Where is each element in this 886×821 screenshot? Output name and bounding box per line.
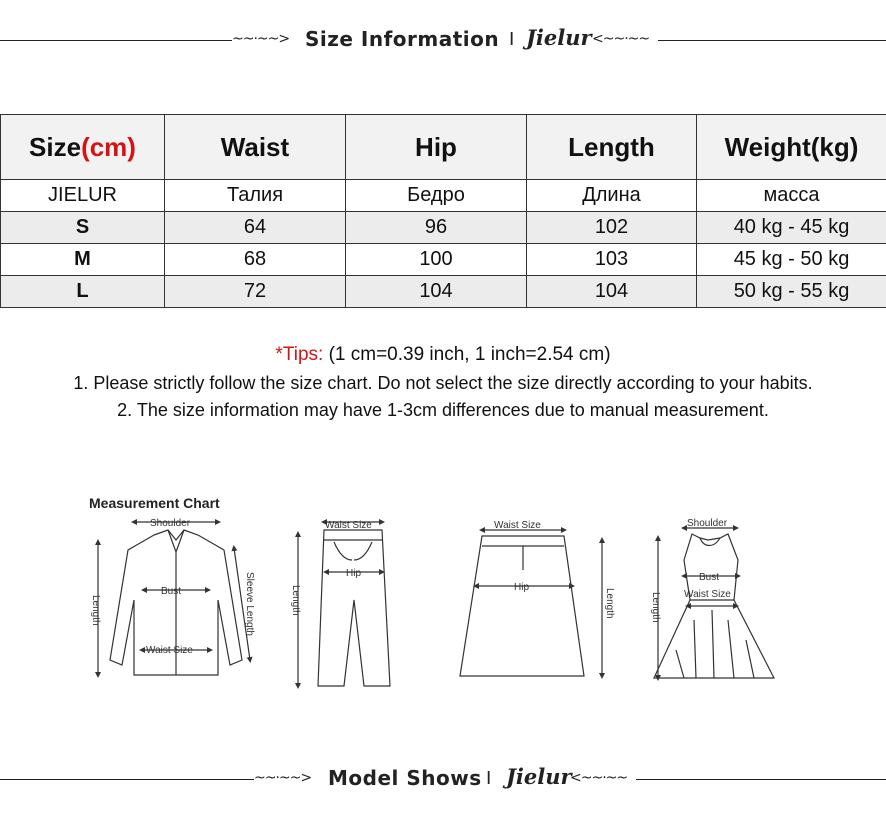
table-row bbox=[1, 244, 886, 276]
header-weight: Weight(kg) bbox=[697, 115, 886, 180]
banner-ornament-left: ~~⋅~~> bbox=[232, 31, 290, 47]
weight-cell: 50 kg - 55 kg bbox=[697, 276, 886, 308]
dress-waist-label: Waist Size bbox=[684, 589, 731, 600]
banner-rule-left bbox=[0, 40, 232, 41]
subheader-cell: Талия bbox=[165, 180, 346, 212]
dress-shoulder-label: Shoulder bbox=[687, 518, 728, 529]
weight-cell: 40 kg - 45 kg bbox=[697, 212, 886, 244]
tips-conversion bbox=[0, 344, 886, 366]
table-subheader-row bbox=[1, 180, 886, 212]
header-hip: Hip bbox=[346, 115, 527, 180]
table-header-row bbox=[1, 115, 886, 180]
table-row bbox=[1, 212, 886, 244]
size-table bbox=[0, 114, 886, 308]
hip-cell: 96 bbox=[346, 212, 527, 244]
tips-label: *Tips: bbox=[275, 344, 324, 365]
tips-line-1: 1. Please strictly follow the size chart. Do not select the size directly according to your habits. bbox=[73, 373, 813, 393]
length-cell: 102 bbox=[527, 212, 697, 244]
tips-conversion-text: (1 cm=0.39 inch, 1 inch=2.54 cm) bbox=[323, 344, 611, 365]
pants-hip-label: Hip bbox=[346, 568, 362, 579]
skirt-length-label: Length bbox=[604, 588, 615, 619]
dress-bust-label: Bust bbox=[699, 572, 720, 583]
banner-rule-left bbox=[0, 779, 254, 780]
subheader-cell: масса bbox=[697, 180, 886, 212]
skirt-waist-label: Waist Size bbox=[494, 520, 541, 531]
size-cell: S bbox=[1, 212, 165, 244]
banner-rule-right bbox=[636, 779, 886, 780]
banner-ornament-left: ~~⋅~~> bbox=[254, 770, 312, 786]
banner-rule-right bbox=[658, 40, 886, 41]
length-cell: 103 bbox=[527, 244, 697, 276]
pants-waist-label: Waist Size bbox=[325, 520, 372, 531]
pants-illustration bbox=[298, 522, 390, 686]
skirt-hip-label: Hip bbox=[514, 582, 530, 593]
banner-separator: I bbox=[486, 768, 492, 789]
dress-length-label: Length bbox=[650, 592, 661, 623]
shirt-shoulder-label: Shoulder bbox=[150, 518, 191, 529]
brand-logo: Jielur bbox=[506, 764, 572, 789]
measurement-illustrations bbox=[84, 490, 784, 700]
table-row bbox=[1, 276, 886, 308]
size-cell: M bbox=[1, 244, 165, 276]
banner-ornament-right: <~~⋅~~ bbox=[570, 770, 628, 786]
dress-illustration bbox=[654, 528, 774, 678]
banner-ornament-right: <~~⋅~~ bbox=[592, 31, 650, 47]
hip-cell: 100 bbox=[346, 244, 527, 276]
weight-cell: 45 kg - 50 kg bbox=[697, 244, 886, 276]
subheader-cell: Длина bbox=[527, 180, 697, 212]
banner-separator: I bbox=[509, 29, 515, 50]
model-shows-banner bbox=[0, 760, 886, 800]
size-cell: L bbox=[1, 276, 165, 308]
header-length: Length bbox=[527, 115, 697, 180]
banner-title: Size Information bbox=[305, 27, 500, 51]
skirt-illustration bbox=[460, 530, 602, 676]
waist-cell: 64 bbox=[165, 212, 346, 244]
waist-cell: 68 bbox=[165, 244, 346, 276]
size-information-banner bbox=[0, 21, 886, 61]
banner-title: Model Shows bbox=[328, 766, 482, 790]
hip-cell: 104 bbox=[346, 276, 527, 308]
header-waist: Waist bbox=[165, 115, 346, 180]
subheader-cell: Бедро bbox=[346, 180, 527, 212]
shirt-bust-label: Bust bbox=[161, 586, 182, 597]
tips-line-2: 2. The size information may have 1-3cm differences due to manual measurement. bbox=[117, 400, 769, 420]
measurement-chart bbox=[84, 490, 784, 700]
subheader-cell: JIELUR bbox=[1, 180, 165, 212]
length-cell: 104 bbox=[527, 276, 697, 308]
pants-length-label: Length bbox=[290, 585, 301, 616]
measurement-chart-title: Measurement Chart bbox=[89, 495, 220, 511]
shirt-length-label: Length bbox=[90, 595, 101, 626]
waist-cell: 72 bbox=[165, 276, 346, 308]
shirt-sleeve-label: Sleeve Length bbox=[244, 572, 255, 636]
brand-logo: Jielur bbox=[526, 25, 592, 50]
shirt-waist-label: Waist Size bbox=[146, 645, 193, 656]
header-size: Size(cm) bbox=[1, 115, 165, 180]
